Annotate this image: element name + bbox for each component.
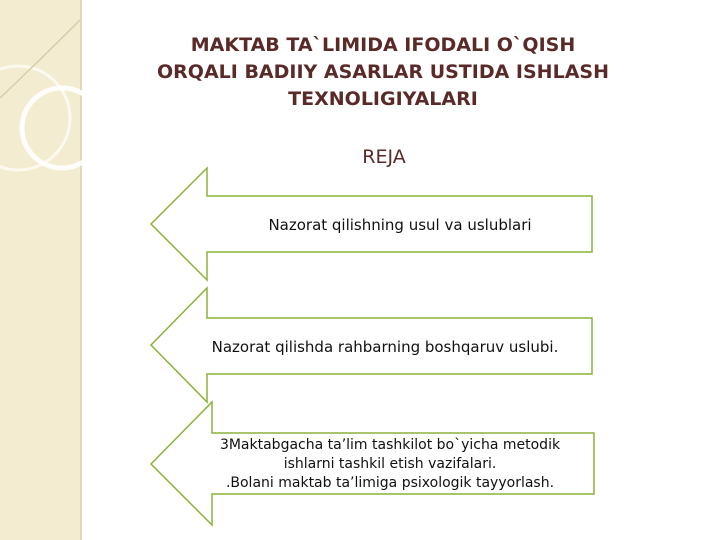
title-line-3: TEXNOLIGIYALARI [288, 88, 478, 110]
plan-item-2-text [178, 319, 592, 374]
plan-item-3-line-3: .Bolani maktab ta’limiga psixologik tayyorlash. [225, 474, 555, 491]
plan-item-3-line-2: ishlarni tashkil etish vazifalari. [283, 455, 497, 472]
title-line-1: MAKTAB TA`LIMIDA IFODALI O`QISH [190, 34, 576, 56]
title-line-2: ORQALI BADIIY ASARLAR USTIDA ISHLASH [157, 61, 609, 83]
plan-item-2-line-1: Nazorat qilishda rahbarning boshqaruv uslubi. [211, 337, 559, 356]
plan-item-1-text [208, 197, 592, 252]
plan-item-3-text [186, 434, 594, 494]
plan-item-3-line-1: 3Maktabgacha ta’lim tashkilot bo`yicha metodik [219, 436, 561, 453]
plan-item-1-line-1: Nazorat qilishning usul va uslublari [268, 215, 532, 234]
slide-subtitle: REJA [362, 146, 406, 168]
